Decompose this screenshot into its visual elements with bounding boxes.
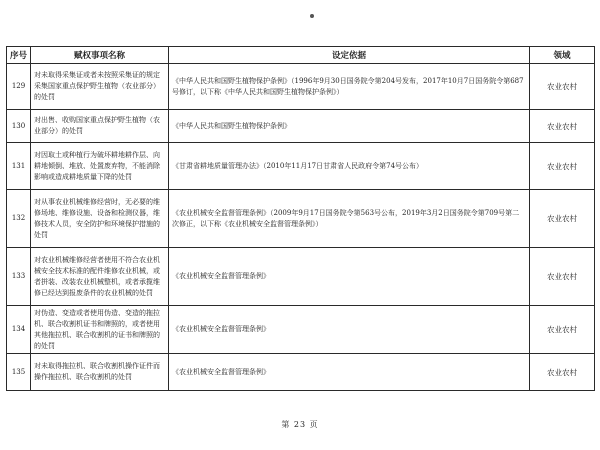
- row-domain: 农业农村: [530, 248, 595, 306]
- table-row: [7, 143, 595, 190]
- table-row: [7, 354, 595, 391]
- row-num: 134: [7, 306, 31, 354]
- row-domain: 农业农村: [530, 190, 595, 248]
- row-basis: 《中华人民共和国野生植物保护条例》（1996年9月30日国务院令第204号发布，2017年10月7日国务院令第687号修订，以下称《中华人民共和国野生植物保护条例》）: [169, 64, 530, 110]
- header-num: 序号: [7, 47, 31, 64]
- row-name: 对出售、收购国家重点保护野生植物（农业部分）的处罚: [31, 110, 169, 143]
- row-name: 对未取得采集证或者未按照采集证的规定采集国家重点保护野生植物（农业部分）的处罚: [31, 64, 169, 110]
- row-num: 129: [7, 64, 31, 110]
- table-row: [7, 248, 595, 306]
- row-domain: 农业农村: [530, 306, 595, 354]
- row-domain: 农业农村: [530, 143, 595, 190]
- row-name: 对伪造、变造或者使用伪造、变造的拖拉机、联合收割机证书和牌照的，或者使用其他拖拉机、联合收割机的证书和牌照的的处罚: [31, 306, 169, 354]
- table-row: [7, 190, 595, 248]
- table-row: [7, 64, 595, 110]
- authorization-table: [6, 46, 595, 391]
- row-name: 对未取得拖拉机、联合收割机操作证件而操作拖拉机、联合收割机的处罚: [31, 354, 169, 391]
- page-number: 第 23 页: [281, 420, 319, 429]
- row-domain: 农业农村: [530, 110, 595, 143]
- header-basis: 设定依据: [169, 47, 530, 64]
- row-name: 对农业机械维修经营者使用不符合农业机械安全技术标准的配件维修农业机械，或者拼装、改装农业机械整机，或者承揽维修已经达到报废条件的农业机械的处罚: [31, 248, 169, 306]
- row-num: 131: [7, 143, 31, 190]
- row-num: 130: [7, 110, 31, 143]
- row-basis: 《农业机械安全监督管理条例》: [169, 248, 530, 306]
- header-name: 赋权事项名称: [31, 47, 169, 64]
- row-name: 对从事农业机械维修经营时，无必要的维修场地、维修设施、设备和检测仪器，维修技术人员，安全防护和环境保护措施的处罚: [31, 190, 169, 248]
- header-row: [7, 47, 595, 64]
- row-name: 对因取土或种植行为破坏耕地耕作层、向耕地倾倒、堆放、处置废弃物，不能消除影响或造成耕地质量下降的处罚: [31, 143, 169, 190]
- row-basis: 《中华人民共和国野生植物保护条例》: [169, 110, 530, 143]
- header-domain: 领域: [530, 47, 595, 64]
- row-basis: 《农业机械安全监督管理条例》: [169, 306, 530, 354]
- binding-mark: [310, 14, 314, 18]
- table-row: [7, 110, 595, 143]
- row-num: 132: [7, 190, 31, 248]
- table-row: [7, 306, 595, 354]
- row-num: 135: [7, 354, 31, 391]
- row-domain: 农业农村: [530, 64, 595, 110]
- row-basis: 《农业机械安全监督管理条例》: [169, 354, 530, 391]
- row-domain: 农业农村: [530, 354, 595, 391]
- row-num: 133: [7, 248, 31, 306]
- row-basis: 《农业机械安全监督管理条例》（2009年9月17日国务院令第563号公布，2019年3月2日国务院令第709号第二次修正，以下称《农业机械安全监督管理条例》）: [169, 190, 530, 248]
- row-basis: 《甘肃省耕地质量管理办法》（2010年11月17日甘肃省人民政府令第74号公布）: [169, 143, 530, 190]
